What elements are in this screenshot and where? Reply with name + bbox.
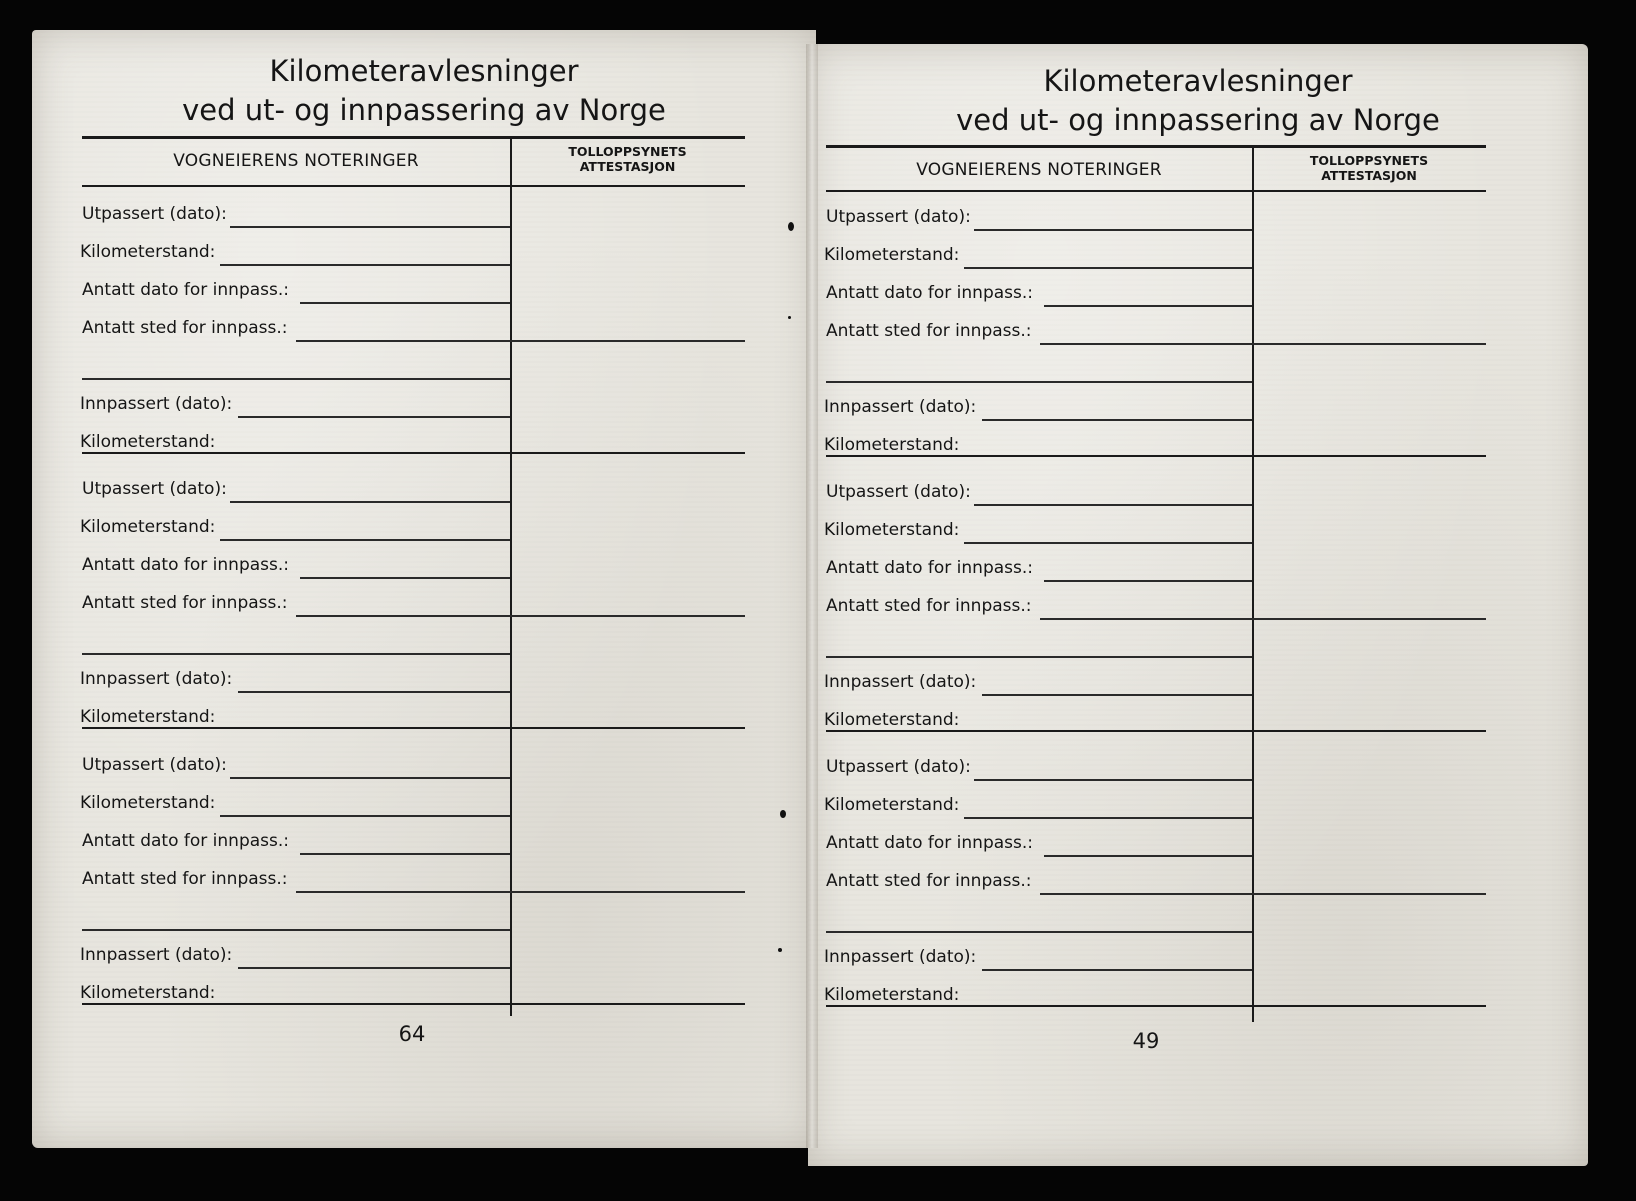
antatt-sted-field-label: Antatt sted for innpass.: <box>82 318 288 338</box>
innpassert-field-line[interactable] <box>982 969 1252 971</box>
kilometerstand-out-field-line[interactable] <box>964 267 1252 269</box>
ink-speck <box>788 222 794 231</box>
kilometerstand-in-field-label: Kilometerstand: <box>80 707 216 727</box>
utpassert-field-line[interactable] <box>974 504 1252 506</box>
header-top-rule <box>826 145 1486 148</box>
header-top-rule <box>82 136 745 139</box>
antatt-sted-field-line[interactable] <box>296 615 510 617</box>
customs-header-line-1: TOLLOPPSYNETS <box>568 144 687 159</box>
antatt-sted-field-line[interactable] <box>1040 343 1252 345</box>
utpassert-field-label: Utpassert (dato): <box>82 479 227 499</box>
customs-header-line-2: ATTESTASJON <box>579 159 676 174</box>
antatt-dato-field-line[interactable] <box>1044 580 1252 582</box>
ink-speck <box>788 316 791 319</box>
column-header-customs-attestation <box>1252 153 1486 183</box>
antatt-sted-field-label: Antatt sted for innpass.: <box>826 321 1032 341</box>
kilometerstand-in-field-label: Kilometerstand: <box>824 435 960 455</box>
antatt-dato-field-line[interactable] <box>1044 305 1252 307</box>
antatt-sted-field-label: Antatt sted for innpass.: <box>82 593 288 613</box>
booklet-spine <box>806 44 818 1148</box>
kilometerstand-in-field-label: Kilometerstand: <box>80 432 216 452</box>
kilometerstand-out-field-label: Kilometerstand: <box>80 242 216 262</box>
utpassert-field-line[interactable] <box>974 229 1252 231</box>
blank-line-line[interactable] <box>82 378 510 380</box>
kilometerstand-out-field-label: Kilometerstand: <box>80 793 216 813</box>
title-line-2: ved ut- og innpassering av Norge <box>956 103 1440 137</box>
kilometerstand-in-field-label: Kilometerstand: <box>824 710 960 730</box>
page-64 <box>32 30 816 1148</box>
antatt-dato-field-label: Antatt dato for innpass.: <box>82 280 290 300</box>
utpassert-field-label: Utpassert (dato): <box>826 757 971 777</box>
title-line-1: Kilometeravlesninger <box>269 54 579 88</box>
antatt-sted-field-label: Antatt sted for innpass.: <box>826 596 1032 616</box>
kilometerstand-out-field-line[interactable] <box>220 539 510 541</box>
antatt-dato-field-line[interactable] <box>300 853 510 855</box>
innpassert-field-line[interactable] <box>982 419 1252 421</box>
kilometerstand-out-field-label: Kilometerstand: <box>824 795 960 815</box>
utpassert-field-label: Utpassert (dato): <box>826 207 971 227</box>
utpassert-field-label: Utpassert (dato): <box>82 755 227 775</box>
blank-line-line[interactable] <box>826 381 1252 383</box>
antatt-dato-field-line[interactable] <box>300 577 510 579</box>
column-header-owner-notes: VOGNEIERENS NOTERINGER <box>916 160 1162 180</box>
antatt-dato-field-label: Antatt dato for innpass.: <box>826 558 1034 578</box>
blank-line-line[interactable] <box>826 931 1252 933</box>
customs-stamp-line[interactable] <box>1252 893 1486 895</box>
utpassert-field-line[interactable] <box>974 779 1252 781</box>
customs-header-line-1: TOLLOPPSYNETS <box>1309 153 1429 168</box>
page-number: 49 <box>1132 1029 1160 1053</box>
customs-stamp-line[interactable] <box>510 891 745 893</box>
kilometerstand-in-field-label: Kilometerstand: <box>824 985 960 1005</box>
innpassert-field-label: Innpassert (dato): <box>80 669 233 689</box>
customs-stamp-line[interactable] <box>510 340 745 342</box>
kilometerstand-out-field-line[interactable] <box>964 542 1252 544</box>
antatt-sted-field-label: Antatt sted for innpass.: <box>826 871 1032 891</box>
utpassert-field-label: Utpassert (dato): <box>82 204 227 224</box>
antatt-dato-field-label: Antatt dato for innpass.: <box>826 283 1034 303</box>
innpassert-field-label: Innpassert (dato): <box>824 947 977 967</box>
utpassert-field-label: Utpassert (dato): <box>826 482 971 502</box>
header-bottom-rule <box>826 190 1486 192</box>
innpassert-field-line[interactable] <box>238 967 510 969</box>
utpassert-field-line[interactable] <box>230 226 510 228</box>
innpassert-field-label: Innpassert (dato): <box>80 394 233 414</box>
blank-line-line[interactable] <box>82 653 510 655</box>
antatt-sted-field-line[interactable] <box>296 891 510 893</box>
column-header-customs-attestation <box>510 144 745 174</box>
kilometerstand-out-field-label: Kilometerstand: <box>80 517 216 537</box>
customs-stamp-line[interactable] <box>510 615 745 617</box>
ink-speck <box>780 810 786 818</box>
innpassert-field-label: Innpassert (dato): <box>80 945 233 965</box>
block-rule <box>82 1003 745 1005</box>
block-rule <box>826 1005 1486 1007</box>
customs-stamp-line[interactable] <box>1252 343 1486 345</box>
page-title <box>808 62 1588 140</box>
kilometerstand-out-field-label: Kilometerstand: <box>824 520 960 540</box>
block-rule <box>826 455 1486 457</box>
customs-stamp-line[interactable] <box>1252 618 1486 620</box>
utpassert-field-line[interactable] <box>230 501 510 503</box>
kilometerstand-out-field-line[interactable] <box>220 264 510 266</box>
page-number: 64 <box>398 1022 426 1046</box>
block-rule <box>826 730 1486 732</box>
antatt-sted-field-line[interactable] <box>1040 618 1252 620</box>
innpassert-field-label: Innpassert (dato): <box>824 672 977 692</box>
blank-line-line[interactable] <box>82 929 510 931</box>
page-title <box>32 52 816 130</box>
innpassert-field-line[interactable] <box>238 416 510 418</box>
page-49 <box>808 44 1588 1166</box>
innpassert-field-line[interactable] <box>982 694 1252 696</box>
header-bottom-rule <box>82 185 745 187</box>
block-rule <box>82 727 745 729</box>
innpassert-field-label: Innpassert (dato): <box>824 397 977 417</box>
antatt-dato-field-label: Antatt dato for innpass.: <box>82 555 290 575</box>
kilometerstand-out-field-line[interactable] <box>964 817 1252 819</box>
customs-header-line-2: ATTESTASJON <box>1321 168 1417 183</box>
ink-speck <box>778 948 782 952</box>
antatt-dato-field-line[interactable] <box>300 302 510 304</box>
kilometerstand-out-field-label: Kilometerstand: <box>824 245 960 265</box>
title-line-2: ved ut- og innpassering av Norge <box>182 93 666 127</box>
utpassert-field-line[interactable] <box>230 777 510 779</box>
antatt-sted-field-line[interactable] <box>1040 893 1252 895</box>
kilometerstand-out-field-line[interactable] <box>220 815 510 817</box>
antatt-sted-field-line[interactable] <box>296 340 510 342</box>
column-divider <box>510 136 512 1016</box>
blank-line-line[interactable] <box>826 656 1252 658</box>
antatt-dato-field-label: Antatt dato for innpass.: <box>82 831 290 851</box>
column-header-owner-notes: VOGNEIERENS NOTERINGER <box>173 151 419 171</box>
kilometerstand-in-field-label: Kilometerstand: <box>80 983 216 1003</box>
block-rule <box>82 452 745 454</box>
column-divider <box>1252 145 1254 1022</box>
antatt-sted-field-label: Antatt sted for innpass.: <box>82 869 288 889</box>
innpassert-field-line[interactable] <box>238 691 510 693</box>
antatt-dato-field-line[interactable] <box>1044 855 1252 857</box>
title-line-1: Kilometeravlesninger <box>1043 64 1353 98</box>
antatt-dato-field-label: Antatt dato for innpass.: <box>826 833 1034 853</box>
